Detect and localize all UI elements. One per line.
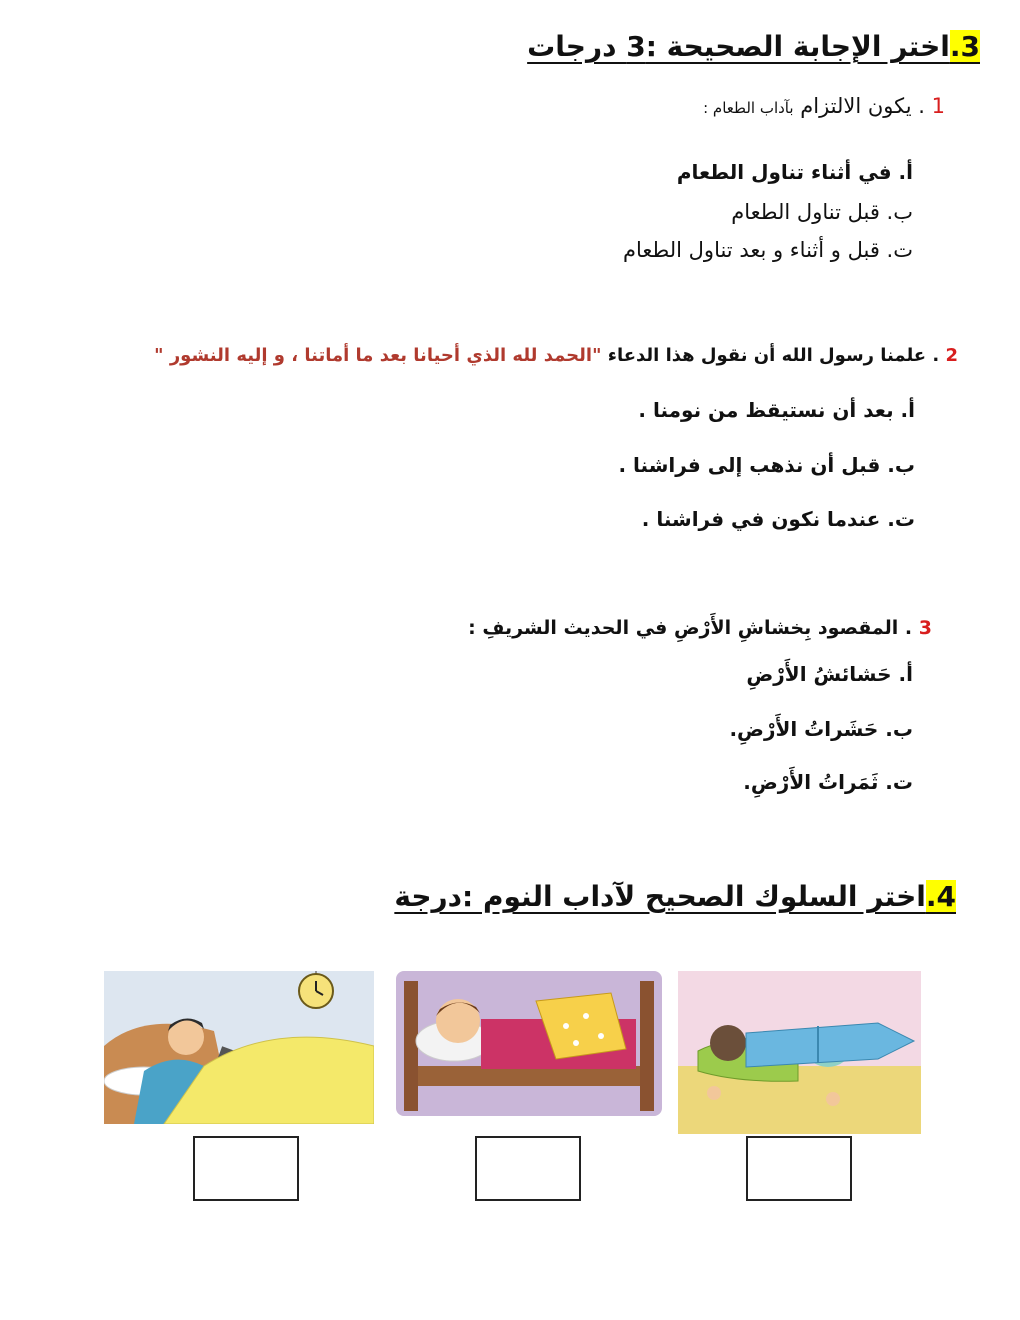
answer-box-1[interactable] — [193, 1136, 299, 1201]
answer-box-3[interactable] — [746, 1136, 852, 1201]
section-3-title: اختر الإجابة الصحيحة :3 درجات — [527, 30, 950, 63]
question-3-number: 3 — [918, 617, 932, 639]
question-2-number: 2 — [945, 345, 958, 366]
q2-option-c[interactable]: ت. عندما نكون في فراشنا . — [641, 507, 915, 531]
question-1-number: 1 — [931, 94, 945, 118]
question-2-text: . علمنا رسول الله أن نقول هذا الدعاء — [601, 345, 946, 366]
boy-sleeping-face-down-illustration — [678, 971, 921, 1134]
q2-option-b[interactable]: ب. قبل أن نذهب إلى فراشنا . — [618, 453, 915, 477]
q3-option-c[interactable]: ت. ثَمَراتُ الأَرْضِ. — [743, 770, 913, 794]
question-2-quote: "الحمد لله الذي أحيانا بعد ما أماتنا ، و إليه النشور " — [154, 345, 602, 366]
q3-option-a[interactable]: أ. حَشائشُ الأَرْضِ — [746, 662, 913, 686]
question-1-text: . يكون الالتزام — [793, 94, 932, 118]
section-4-heading — [394, 880, 956, 913]
section-4-number: 4. — [925, 880, 956, 913]
question-3 — [468, 617, 932, 639]
q1-option-c[interactable]: ت. قبل و أثناء و بعد تناول الطعام — [623, 238, 913, 262]
question-2 — [154, 345, 958, 366]
question-3-text: . المقصود بِخشاشِ الأَرْضِ في الحديث الشريفِ : — [468, 617, 919, 639]
q3-option-b[interactable]: ب. حَشَراتُ الأَرْضِ. — [729, 717, 913, 741]
boy-sleeping-on-back-in-bed-illustration — [396, 971, 662, 1116]
section-3-heading — [527, 30, 980, 63]
q1-option-b[interactable]: ب. قبل تناول الطعام — [731, 200, 913, 224]
question-1-text-small: بآداب الطعام : — [703, 99, 794, 117]
q2-option-a[interactable]: أ. بعد أن نستيقظ من نومنا . — [638, 398, 915, 422]
answer-box-2[interactable] — [475, 1136, 581, 1201]
section-3-number: 3. — [949, 30, 980, 63]
boy-using-tablet-in-bed-illustration — [104, 971, 374, 1124]
q1-option-a[interactable]: أ. في أثناء تناول الطعام — [676, 160, 913, 184]
question-1 — [703, 94, 945, 118]
section-4-title: اختر السلوك الصحيح لآداب النوم :درجة — [394, 880, 926, 913]
